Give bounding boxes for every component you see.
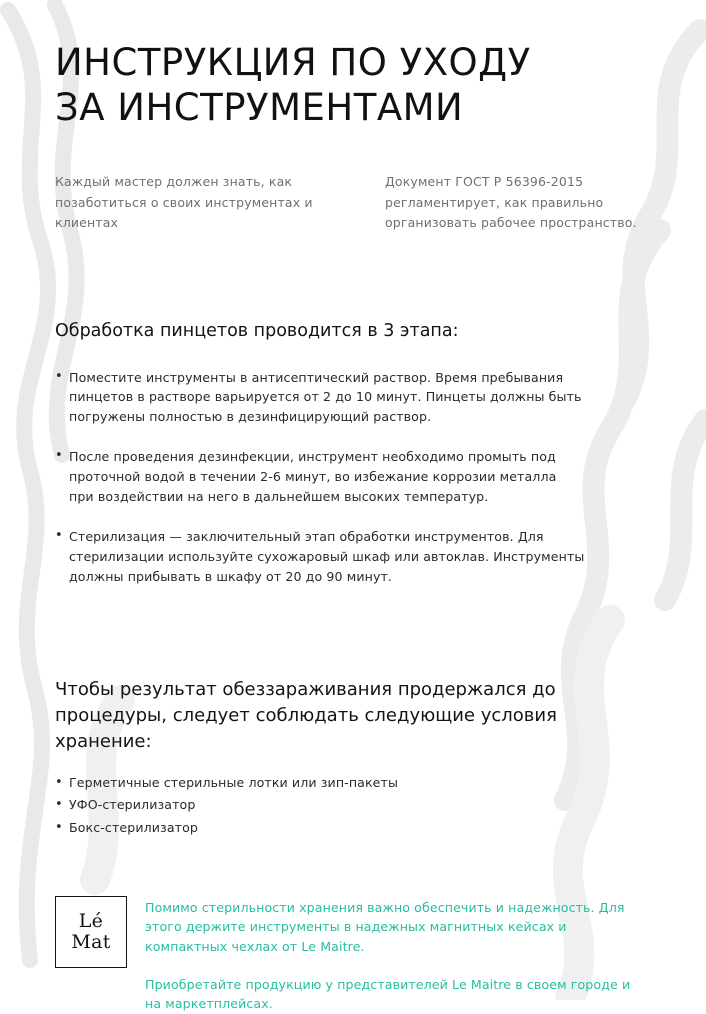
section-one-list: [55, 368, 585, 587]
intro-columns: [55, 172, 676, 233]
list-item: • Герметичные стерильные лотки или зип-пакеты: [55, 773, 585, 793]
list-item: • Бокс-стерилизатор: [55, 818, 585, 838]
intro-text-right: Документ ГОСТ Р 56396-2015 регламентирует, как правильно организовать рабочее пространство.: [385, 174, 637, 230]
list-item: • УФО-стерилизатор: [55, 795, 585, 815]
list-item: • Стерилизация — заключительный этап обработки инструментов. Для стерилизации используйте сухожаровый шкаф или автоклав. Инструменты должны прибывать в шкафу от 20 до 90 минут.: [55, 527, 585, 587]
section-two-heading: Чтобы результат обеззараживания продержался до процедуры, следует соблюдать следующие условия хранение:: [55, 678, 557, 752]
list-item: • После проведения дезинфекции, инструмент необходимо промыть под проточной водой в течении 2-6 минут, во избежание коррозии металла при воздействии на него в дальнейшем высоких температур.: [55, 447, 585, 507]
section-one-heading: Обработка пинцетов проводится в 3 этапа:: [55, 321, 459, 341]
footer-paragraph-1: Помимо стерильности хранения важно обеспечить и надежность. Для этого держите инструменты в надежных магнитных кейсах и компактных чехлах от Le Maitre.: [145, 899, 625, 954]
footer-paragraph-2: Приобретайте продукцию у представителей Le Maitre в своем городе и на маркетплейсах.: [145, 976, 631, 1012]
footer-text: [145, 896, 645, 1014]
brand-logo-line-1: Lé: [78, 910, 104, 933]
intro-text-left: Каждый мастер должен знать, как позаботиться о своих инструментах и клиентах: [55, 174, 313, 230]
intro-column-right: [385, 172, 665, 233]
footer: [55, 896, 676, 1014]
brand-logo: [55, 896, 127, 968]
intro-column-left: [55, 172, 335, 233]
list-item: • Поместите инструменты в антисептический раствор. Время пребывания пинцетов в растворе варьируется от 2 до 10 минут. Пинцеты должны быть погружены полностью в дезинфицирующий раствор.: [55, 368, 585, 428]
page-title-line-2: ЗА ИНСТРУМЕНТАМИ: [55, 86, 464, 130]
section-two-list: [55, 773, 585, 838]
page-title: [55, 40, 655, 130]
brand-logo-line-2: Mat: [71, 930, 111, 953]
page-title-line-1: ИНСТРУКЦИЯ ПО УХОДУ: [55, 41, 531, 84]
